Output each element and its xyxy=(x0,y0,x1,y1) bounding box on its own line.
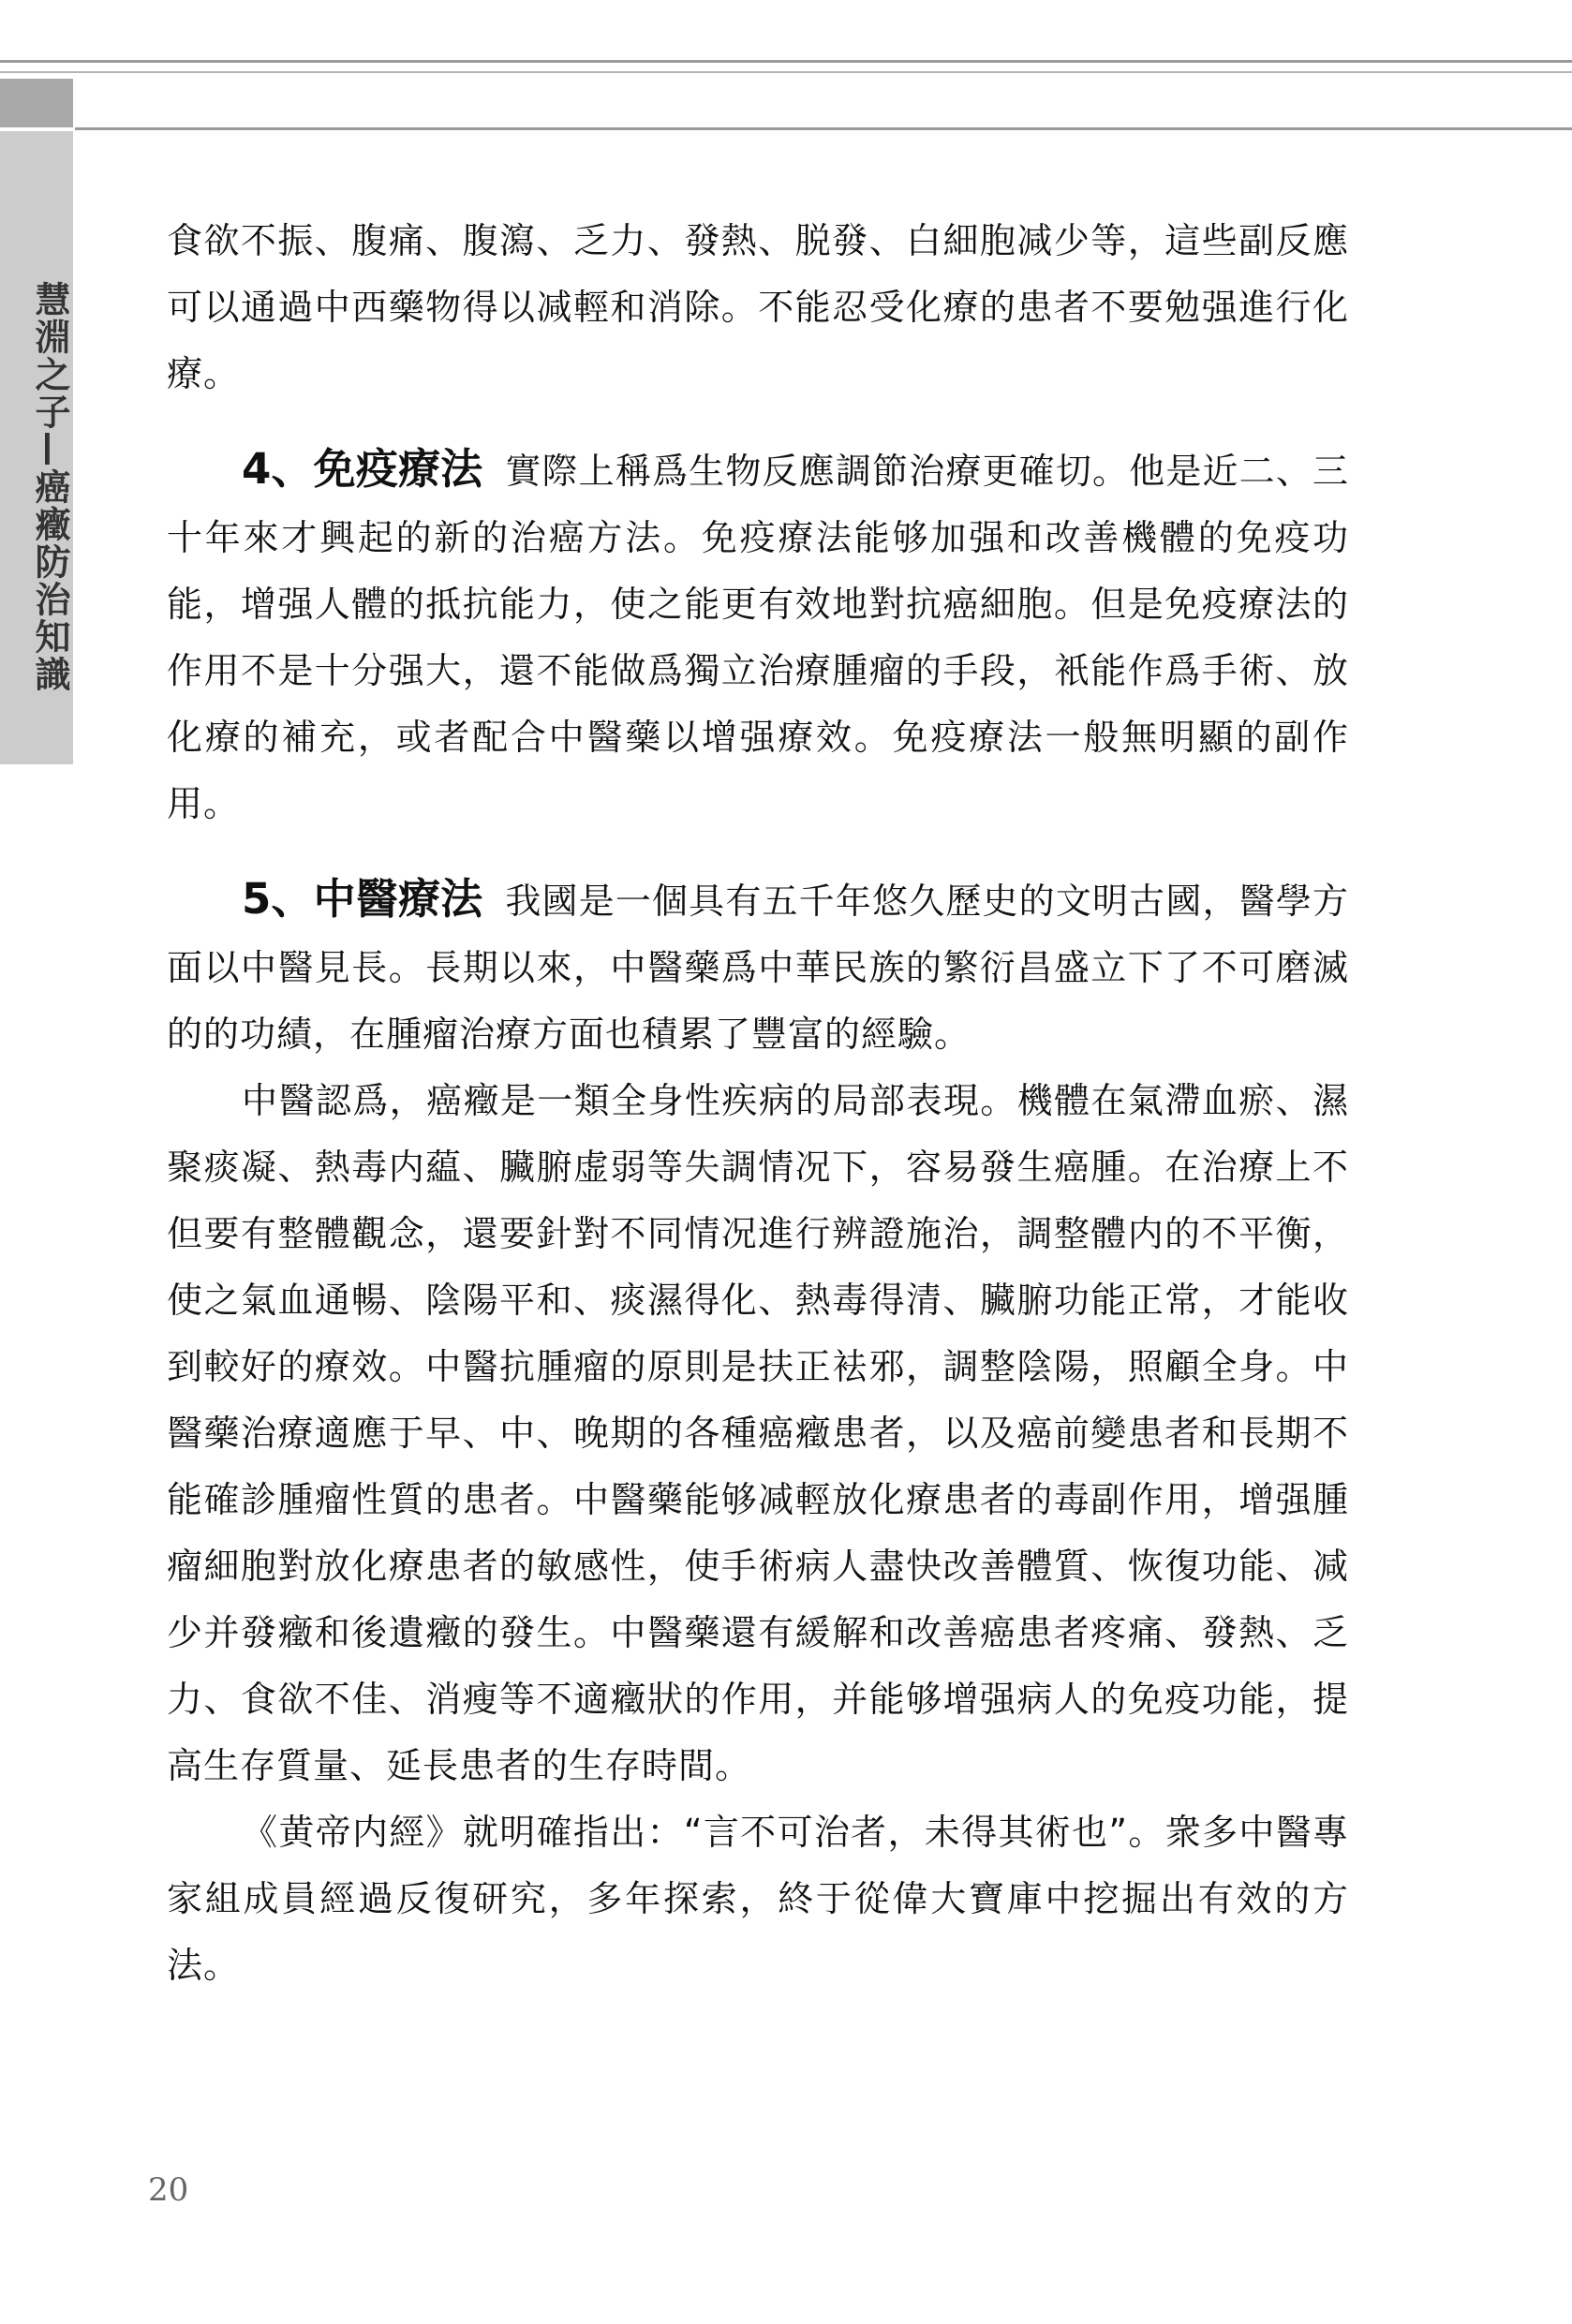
section-heading-immunotherapy: 4、免疫療法 xyxy=(242,444,483,494)
paragraph-classic-quote: 《黄帝内經》就明確指出：“言不可治者，未得其術也”。衆多中醫專家組成員經過反復研究，多年探索，終于從偉大寶庫中挖掘出有效的方法。 xyxy=(167,1812,1349,1986)
header-rule-top xyxy=(0,60,1572,63)
section-text-tcm: 我國是一個具有五千年悠久歷史的文明古國，醫學方面以中醫見長。長期以來，中醫藥爲中華民族的繁衍昌盛立下了不可磨滅的的功績，在腫瘤治療方面也積累了豐富的經驗。 xyxy=(167,881,1349,1055)
section-text-immunotherapy: 實際上稱爲生物反應調節治療更確切。他是近二、三十年來才興起的新的治癌方法。免疫療法能够加强和改善機體的免疫功能，增强人體的抵抗能力，使之能更有效地對抗癌細胞。但是免疫療法的作用不是十分强大，還不能做爲獨立治療腫瘤的手段，衹能作爲手術、放化療的補充，或者配合中醫藥以增强療效。免疫療法一般無明顯的副作用。 xyxy=(167,451,1349,824)
section-heading-tcm: 5、中醫療法 xyxy=(242,874,483,924)
header-rule-secondary xyxy=(0,71,1572,73)
section-tcm xyxy=(167,866,1349,1068)
header-rule xyxy=(75,127,1572,130)
side-tab-title: 慧淵之子—癌癥防治知識 xyxy=(29,281,70,693)
paragraph-side-effects: 食欲不振、腹痛、腹瀉、乏力、發熱、脱發、白細胞减少等，這些副反應可以通過中西藥物得以减輕和消除。不能忍受化療的患者不要勉强進行化療。 xyxy=(167,220,1349,394)
body-text xyxy=(167,208,1349,1999)
paragraph-tcm-view: 中醫認爲，癌癥是一類全身性疾病的局部表現。機體在氣滯血瘀、濕聚痰凝、熱毒内藴、臟腑虚弱等失調情况下，容易發生癌腫。在治療上不但要有整體觀念，還要針對不同情况進行辨證施治，調整體内的不平衡，使之氣血通暢、陰陽平和、痰濕得化、熱毒得清、臟腑功能正常，才能收到較好的療效。中醫抗腫瘤的原則是扶正袪邪，調整陰陽，照顧全身。中醫藥治療適應于早、中、晚期的各種癌癥患者，以及癌前變患者和長期不能確診腫瘤性質的患者。中醫藥能够减輕放化療患者的毒副作用，增强腫瘤細胞對放化療患者的敏感性，使手術病人盡快改善體質、恢復功能、减少并發癥和後遺癥的發生。中醫藥還有緩解和改善癌患者疼痛、發熱、乏力、食欲不佳、消瘦等不適癥狀的作用，并能够增强病人的免疫功能，提高生存質量、延長患者的生存時間。 xyxy=(167,1080,1349,1786)
page-number: 20 xyxy=(148,2171,189,2209)
side-tab-cap xyxy=(0,79,73,127)
section-immunotherapy xyxy=(167,436,1349,837)
